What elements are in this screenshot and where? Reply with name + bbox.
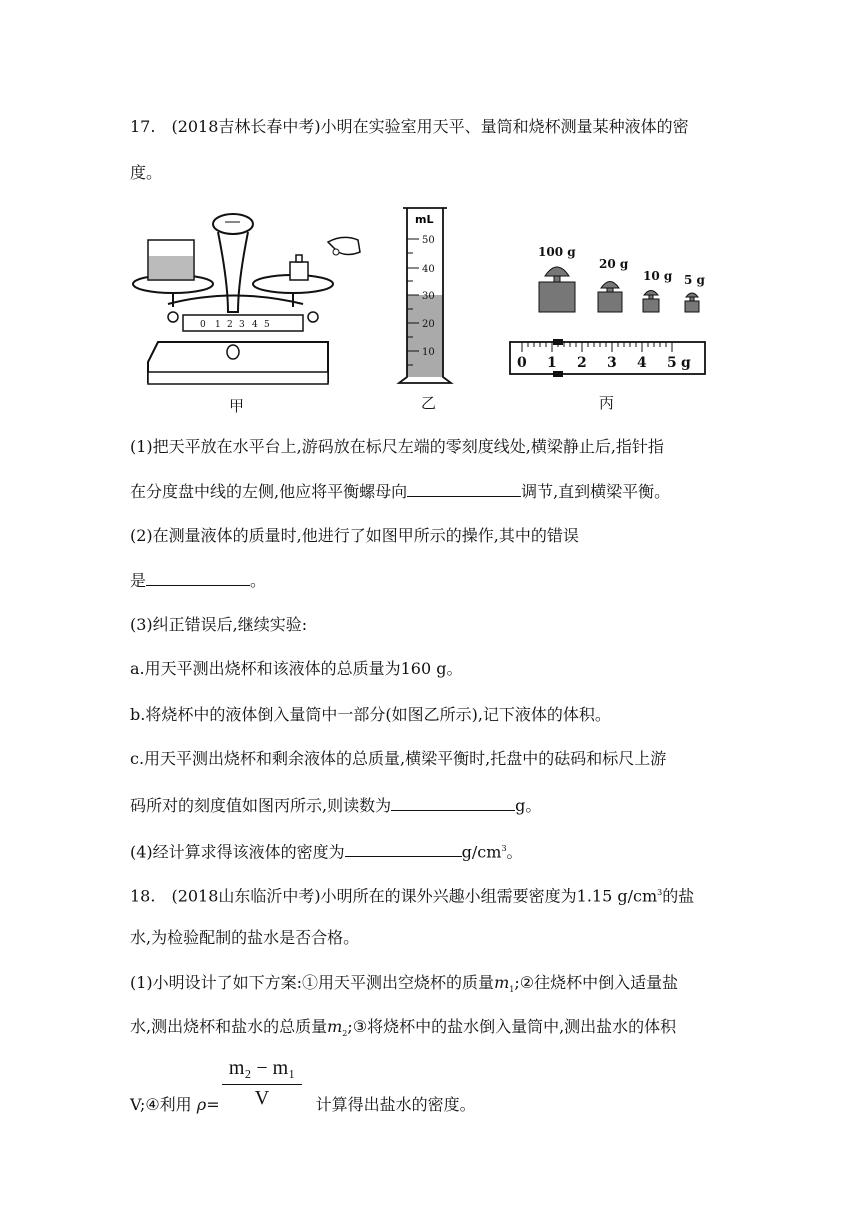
q17-pb: b.将烧杯中的液体倒入量筒中一部分(如图乙所示),记下液体的体积。: [130, 705, 611, 724]
q17-pc2: [130, 794, 541, 816]
balance-scale-5: 5: [264, 320, 270, 330]
q18-p1b-pre: 水,测出烧杯和盐水的总质量: [130, 1017, 328, 1036]
rider-unit: g: [681, 355, 691, 371]
cylinder-tick-20: 20: [422, 319, 435, 330]
answer-blank-3[interactable]: [391, 794, 515, 811]
q17-pc1: c.用天平测出烧杯和剩余液体的总质量,横梁平衡时,托盘中的砝码和标尺上游: [130, 749, 667, 768]
rider-scale-1: 1: [547, 355, 557, 371]
q18-p1a: [130, 973, 678, 1000]
q17-p2b: [130, 569, 266, 591]
figure-balance: [128, 212, 368, 392]
q17-p2b-post: 。: [250, 571, 267, 590]
q18-p1b-sub: 2: [342, 1029, 348, 1039]
rider-scale-4: 4: [637, 355, 647, 371]
q17-line2: 度。: [130, 163, 163, 182]
weight-label-100: 100 g: [538, 245, 576, 259]
q17-p1b: [130, 480, 670, 502]
caption-jia: 甲: [229, 397, 245, 415]
rider-scale-3: 3: [607, 355, 617, 371]
caption-bing: 丙: [599, 394, 615, 412]
q17-line1: 17. (2018吉林长春中考)小明在实验室用天平、量筒和烧杯测量某种液体的密: [130, 117, 689, 136]
q17-p4-sup: 3: [501, 844, 507, 853]
q17-p1b-post: 调节,直到横梁平衡。: [521, 482, 671, 501]
q17-p4-end: 。: [506, 842, 523, 862]
q18-line1-sup: 3: [657, 888, 663, 897]
rider-scale-2: 2: [577, 355, 587, 371]
answer-blank-4[interactable]: [345, 840, 462, 857]
cylinder-tick-50: 50: [422, 235, 435, 246]
q18-p1a-sub: 1: [509, 985, 515, 995]
q17-p4-pre: (4)经计算求得该液体的密度为: [130, 842, 345, 862]
answer-blank-1[interactable]: [407, 480, 521, 497]
formula-denominator: V: [254, 1087, 270, 1109]
q17-p2b-pre: 是: [130, 571, 147, 590]
q17-p1a: (1)把天平放在水平台上,游码放在标尺左端的零刻度线处,横梁静止后,指针指: [130, 437, 664, 456]
q18-line2: 水,为检验配制的盐水是否合格。: [130, 928, 360, 947]
balance-scale-0: 0: [200, 320, 206, 330]
rider-scale-0: 0: [517, 355, 527, 371]
q17-pc2-pre: 码所对的刻度值如图丙所示,则读数为: [130, 796, 392, 815]
q18-line1-pre: 18. (2018山东临沂中考)小明所在的课外兴趣小组需要密度为1.15 g/cm: [130, 886, 658, 906]
q17-pa: a.用天平测出烧杯和该液体的总质量为160 g。: [130, 659, 463, 678]
weight-label-10: 10 g: [643, 269, 673, 283]
q17-p4-unit: g/cm: [461, 842, 502, 862]
answer-blank-2[interactable]: [146, 569, 250, 586]
balance-scale-4: 4: [252, 320, 258, 330]
fraction-bar: [222, 1084, 302, 1085]
q17-p3: (3)纠正错误后,继续实验:: [130, 615, 308, 634]
q17-p1b-pre: 在分度盘中线的左侧,他应将平衡螺母向: [130, 482, 408, 501]
balance-scale-1: 1: [215, 320, 221, 330]
q18-line1: [130, 883, 694, 906]
q18-p1b-var: m: [327, 1017, 343, 1036]
caption-yi: 乙: [421, 394, 437, 412]
q18-p1a-post: ;②往烧杯中倒入适量盐: [514, 973, 679, 992]
cylinder-tick-10: 10: [422, 347, 435, 358]
density-formula: [222, 1057, 302, 1110]
q17-pc2-post: g。: [515, 796, 542, 815]
balance-scale-2: 2: [227, 320, 233, 330]
q18-p1b: [130, 1017, 676, 1044]
q18-p1a-pre: (1)小明设计了如下方案:①用天平测出空烧杯的质量: [130, 973, 495, 992]
weight-label-5: 5 g: [684, 273, 705, 287]
q18-p1a-var: m: [494, 973, 510, 992]
figure-cylinder: [395, 203, 465, 388]
weight-label-20: 20 g: [599, 257, 629, 271]
cylinder-tick-40: 40: [422, 264, 435, 275]
q17-p4: [130, 839, 523, 862]
q18-p1c-rho: ρ=: [196, 1095, 220, 1114]
q18-p1c-post: 计算得出盐水的密度。: [315, 1095, 476, 1114]
figure-weights: [505, 236, 715, 386]
q18-p1c: [130, 1095, 476, 1115]
formula-numerator: m₂ − m₁: [228, 1057, 296, 1079]
q18-p1b-post: ;③将烧杯中的盐水倒入量筒中,测出盐水的体积: [347, 1017, 677, 1036]
cylinder-tick-30: 30: [422, 291, 435, 302]
cylinder-unit: mL: [415, 213, 434, 226]
rider-scale-5: 5: [667, 355, 677, 371]
balance-scale-3: 3: [239, 320, 245, 330]
q17-p2a: (2)在测量液体的质量时,他进行了如图甲所示的操作,其中的错误: [130, 526, 579, 545]
q18-p1c-pre: V;④利用: [130, 1095, 192, 1114]
q18-line1-post: 的盐: [662, 886, 695, 906]
